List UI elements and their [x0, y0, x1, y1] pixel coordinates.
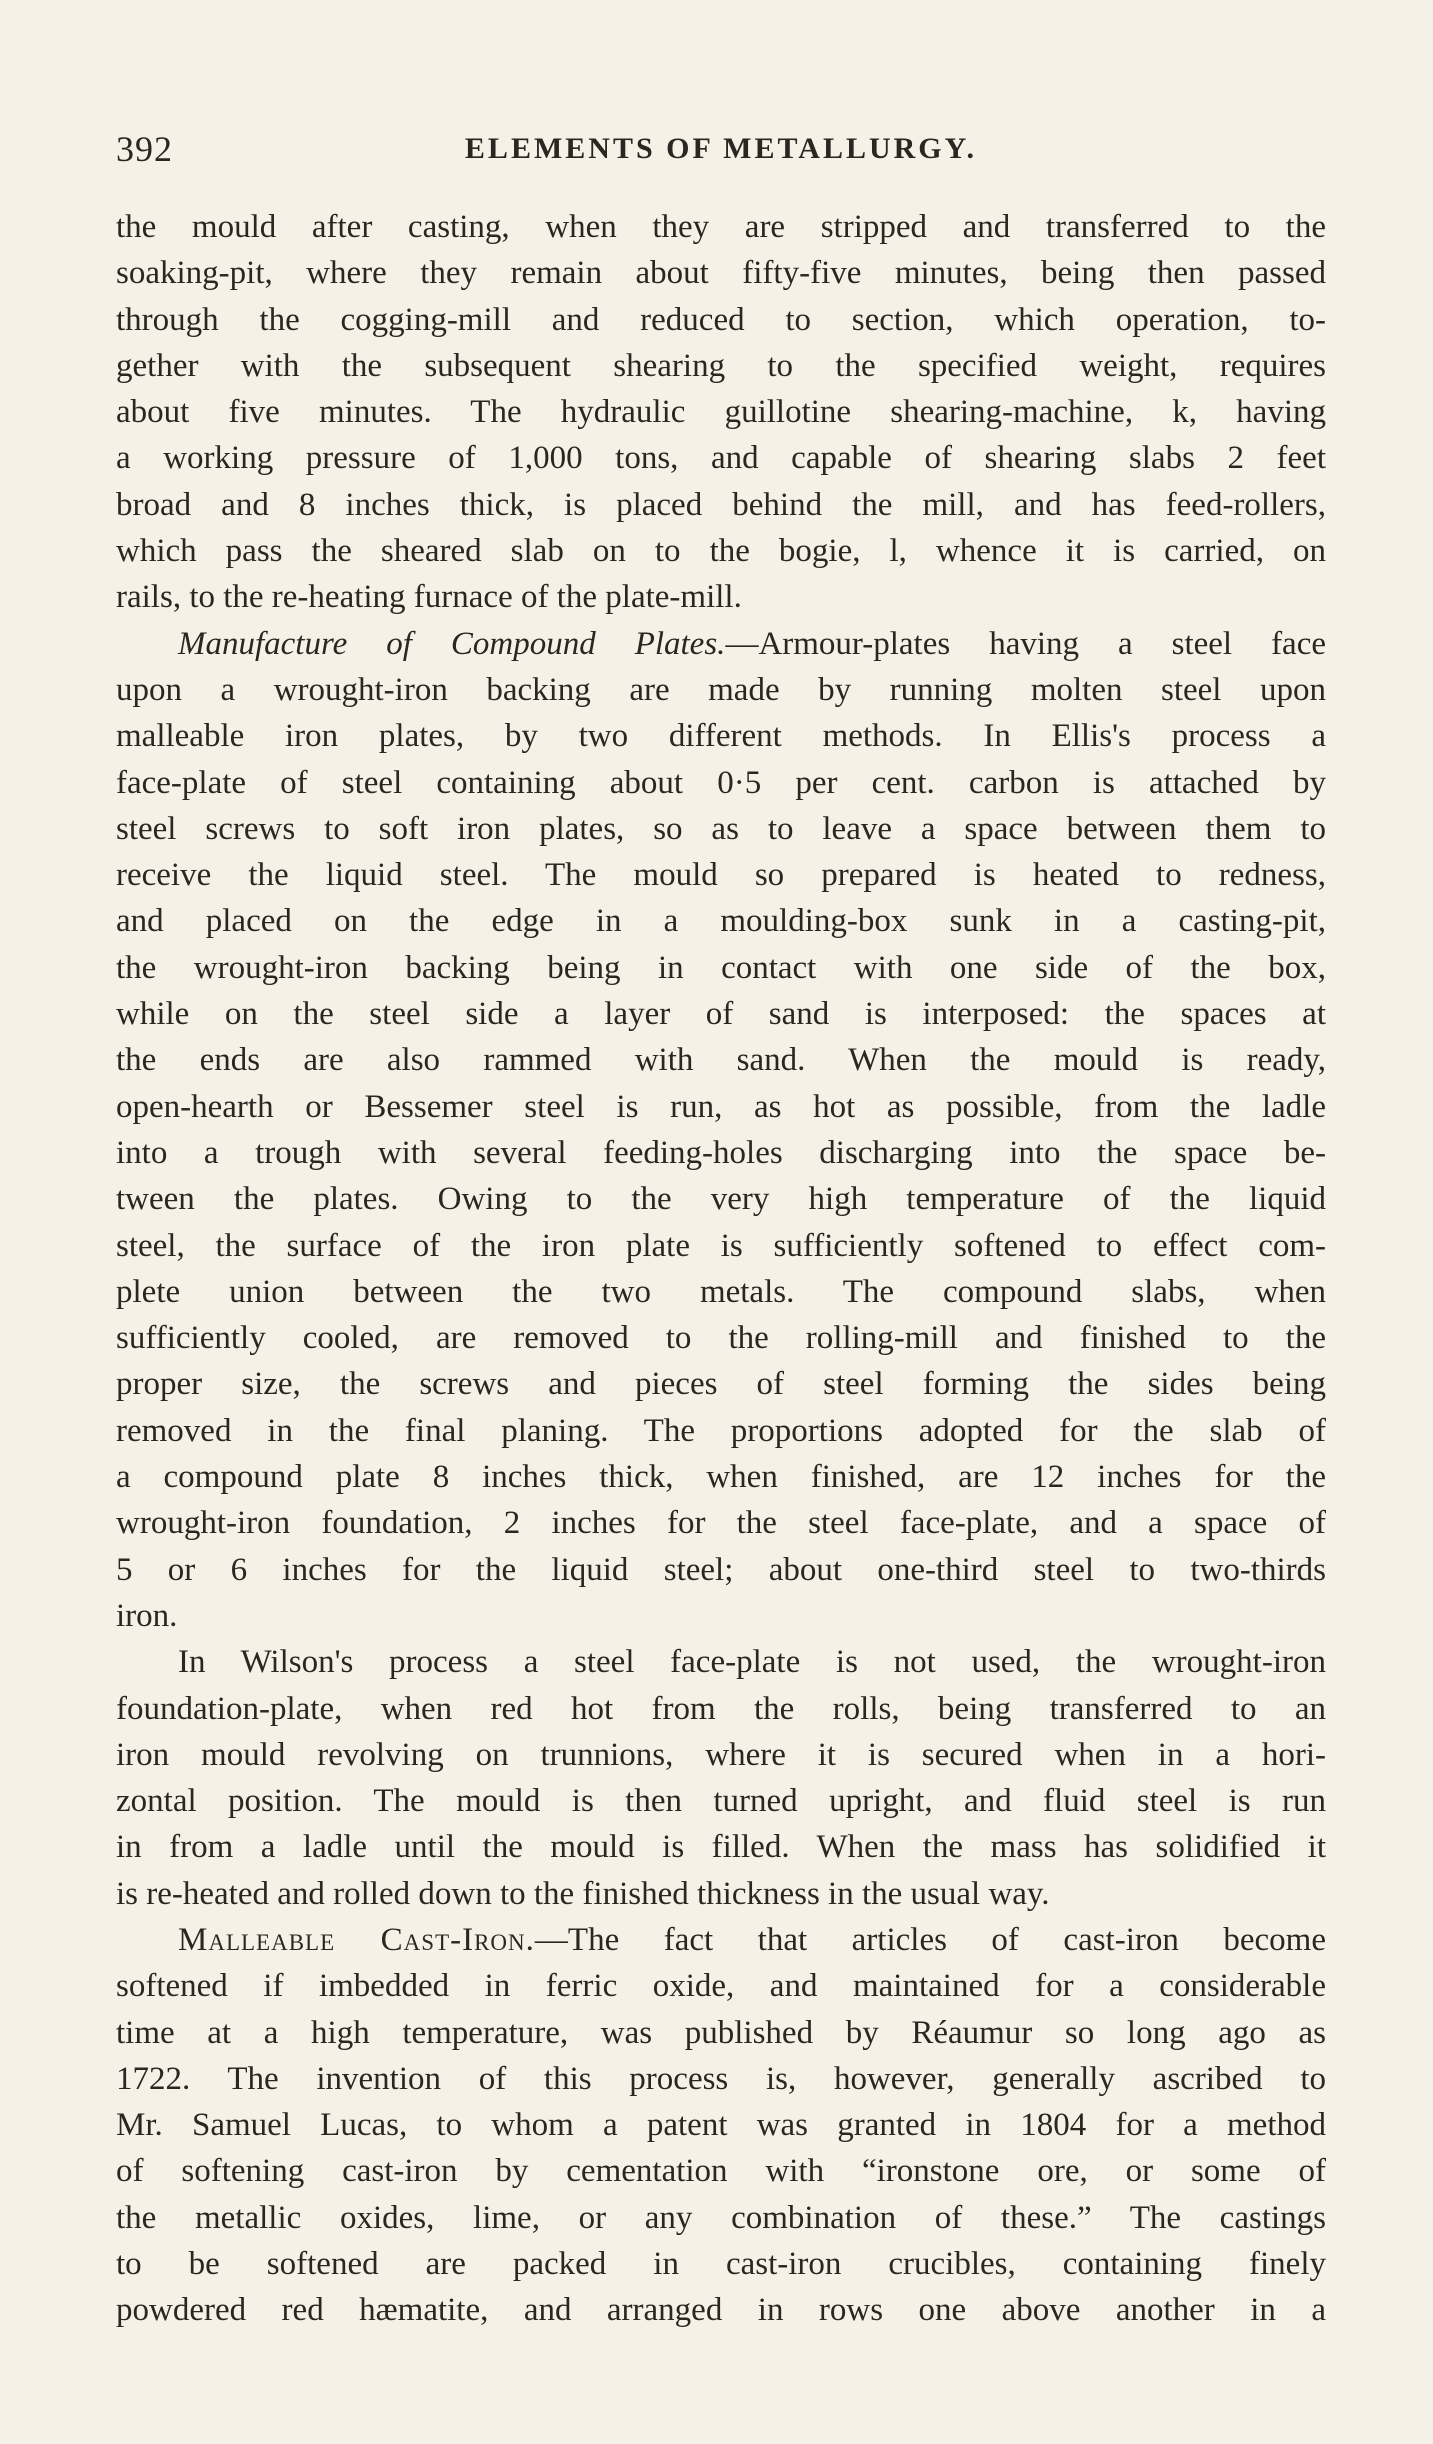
line-text: —The fact that articles of cast-iron become — [534, 1921, 1326, 1958]
text-line: 5 or 6 inches for the liquid steel; about one-third steel to two-thirds — [116, 1551, 1326, 1588]
text-line: soaking-pit, where they remain about fifty-five minutes, being then passed — [116, 255, 1326, 292]
section-heading-malleable-cast-iron: Malleable Cast-Iron. — [178, 1921, 535, 1958]
text-line: upon a wrought-iron backing are made by running molten steel upon — [116, 671, 1326, 708]
text-line: the wrought-iron backing being in contact with one side of the box, — [116, 949, 1326, 986]
text-line: open-hearth or Bessemer steel is run, as hot as possible, from the ladle — [116, 1088, 1326, 1125]
text-line: and placed on the edge in a moulding-box sunk in a casting-pit, — [116, 903, 1326, 940]
text-line: time at a high temperature, was published by Réaumur so long ago as — [116, 2014, 1326, 2051]
text-line: broad and 8 inches thick, is placed behind the mill, and has feed-rollers, — [116, 486, 1326, 523]
text-line: the metallic oxides, lime, or any combination of these.” The castings — [116, 2199, 1326, 2236]
text-line: proper size, the screws and pieces of steel forming the sides being — [116, 1366, 1326, 1403]
text-line: while on the steel side a layer of sand is interposed: the spaces at — [116, 996, 1326, 1033]
text-line: zontal position. The mould is then turned upright, and fluid steel is run — [116, 1783, 1326, 1820]
text-line: the ends are also rammed with sand. When the mould is ready, — [116, 1042, 1326, 1079]
text-line: receive the liquid steel. The mould so prepared is heated to redness, — [116, 857, 1326, 894]
text-line: iron mould revolving on trunnions, where it is secured when in a hori- — [116, 1736, 1326, 1773]
text-line: foundation-plate, when red hot from the rolls, being transferred to an — [116, 1690, 1326, 1727]
text-line: wrought-iron foundation, 2 inches for the steel face-plate, and a space of — [116, 1505, 1326, 1542]
section-heading-compound-plates: Manufacture of Compound Plates. — [178, 625, 726, 662]
text-line: into a trough with several feeding-holes discharging into the space be- — [116, 1134, 1326, 1171]
text-line: a working pressure of 1,000 tons, and capable of shearing slabs 2 feet — [116, 440, 1326, 477]
text-line: tween the plates. Owing to the very high temperature of the liquid — [116, 1181, 1326, 1218]
text-line — [116, 1917, 1326, 1963]
text-line: 1722. The invention of this process is, however, generally ascribed to — [116, 2060, 1326, 2097]
text-line: In Wilson's process a steel face-plate is not used, the wrought-iron — [178, 1644, 1326, 1681]
text-line: softened if imbedded in ferric oxide, and maintained for a considerable — [116, 1968, 1326, 2005]
page-number: 392 — [116, 129, 173, 169]
text-line: the mould after casting, when they are stripped and transferred to the — [116, 209, 1326, 245]
text-line: malleable iron plates, by two different methods. In Ellis's process a — [116, 718, 1326, 755]
text-line: removed in the final planing. The proportions adopted for the slab of — [116, 1412, 1326, 1449]
page-header — [116, 128, 1326, 178]
running-title: ELEMENTS OF METALLURGY. — [464, 132, 978, 165]
line-text: —Armour-plates having a steel face — [725, 625, 1327, 662]
body-text — [116, 204, 1326, 2334]
text-line: a compound plate 8 inches thick, when finished, are 12 inches for the — [116, 1459, 1326, 1496]
text-line: face-plate of steel containing about 0·5 per cent. carbon is attached by — [116, 764, 1326, 801]
text-line: Mr. Samuel Lucas, to whom a patent was granted in 1804 for a method — [116, 2107, 1326, 2144]
text-line: iron. — [116, 1597, 178, 1634]
text-line: of softening cast-iron by cementation with “ironstone ore, or some of — [116, 2153, 1326, 2190]
text-line: to be softened are packed in cast-iron crucibles, containing finely — [116, 2246, 1326, 2283]
text-line: gether with the subsequent shearing to the specified weight, requires — [116, 347, 1326, 384]
text-line: steel, the surface of the iron plate is sufficiently softened to effect com- — [116, 1227, 1326, 1264]
text-line: about five minutes. The hydraulic guillotine shearing-machine, k, having — [116, 394, 1326, 431]
text-line: plete union between the two metals. The compound slabs, when — [116, 1273, 1326, 1310]
text-line — [116, 621, 1326, 667]
text-line: sufficiently cooled, are removed to the rolling-mill and finished to the — [116, 1320, 1326, 1357]
text-line: powdered red hæmatite, and arranged in rows one above another in a — [116, 2292, 1326, 2329]
text-line: which pass the sheared slab on to the bogie, l, whence it is carried, on — [116, 533, 1326, 570]
text-line: steel screws to soft iron plates, so as to leave a space between them to — [116, 810, 1326, 847]
text-line: through the cogging-mill and reduced to section, which operation, to- — [116, 301, 1326, 338]
text-line: rails, to the re-heating furnace of the plate-mill. — [116, 579, 742, 616]
text-line: in from a ladle until the mould is filled. When the mass has solidified it — [116, 1829, 1326, 1866]
text-line: is re-heated and rolled down to the finished thickness in the usual way. — [116, 1875, 1050, 1912]
